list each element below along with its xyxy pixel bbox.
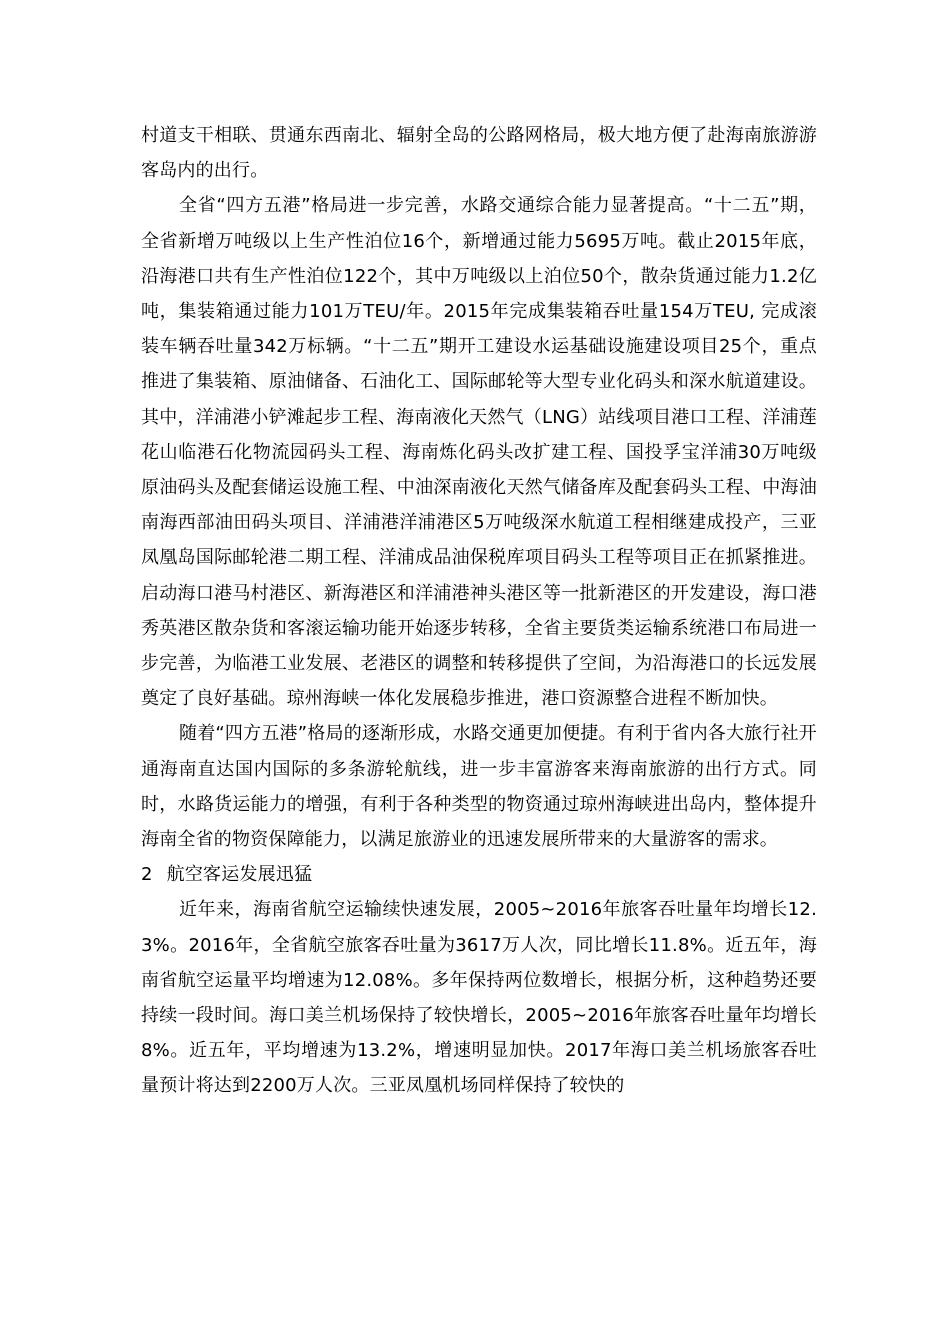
document-page	[141, 118, 817, 1104]
paragraph-ports: 全省“四方五港”格局进一步完善，水路交通综合能力显著提高。“十二五”期，全省新增万吨级以上生产性泊位16个，新增通过能力5695万吨。截止2015年底，沿海港口共有生产性泊位122个，其中万吨级以上泊位50个，散杂货通过能力1.2亿吨，集装箱通过能力101万TEU/年。2015年完成集装箱吞吐量154万TEU, 完成滚装车辆吞吐量342万标辆。“十二五”期开工建设水运基础设施建设项目25个，重点推进了集装箱、原油储备、石油化工、国际邮轮等大型专业化码头和深水航道建设。其中，洋浦港小铲滩起步工程、海南液化天然气（LNG）站线项目港口工程、洋浦莲花山临港石化物流园码头工程、海南炼化码头改扩建工程、国投孚宝洋浦30万吨级原油码头及配套储运设施工程、中油深南液化天然气储备库及配套码头工程、中海油南海西部油田码头项目、洋浦港洋浦港区5万吨级深水航道工程相继建成投产，三亚凤凰岛国际邮轮港二期工程、洋浦成品油保税库项目码头工程等项目正在抓紧推进。启动海口港马村港区、新海港区和洋浦港神头港区等一批新港区的开发建设，海口港秀英港区散杂货和客滚运输功能开始逐步转移，全省主要货类运输系统港口布局进一步完善，为临港工业发展、老港区的调整和转移提供了空间，为沿海港口的长远发展奠定了良好基础。琼州海峡一体化发展稳步推进，港口资源整合进程不断加快。	[141, 195, 817, 710]
section-number: 2	[141, 864, 153, 886]
section-heading	[141, 857, 817, 892]
section-title: 航空客运发展迅猛	[166, 864, 313, 886]
paragraph-water-transport: 随着“四方五港”格局的逐渐形成，水路交通更加便捷。有利于省内各大旅行社开通海南直达国内国际的多条游轮航线，进一步丰富游客来海南旅游的出行方式。同时，水路货运能力的增强，有利于各种类型的物资通过琼州海峡进出岛内，整体提升海南全省的物资保障能力，以满足旅游业的迅速发展所带来的大量游客的需求。	[141, 723, 817, 851]
paragraph-aviation: 近年来，海南省航空运输续快速发展，2005~2016年旅客吞吐量年均增长12.3%。2016年，全省航空旅客吞吐量为3617万人次，同比增长11.8%。近五年，海南省航空运量平均增速为12.08%。多年保持两位数增长，根据分析，这种趋势还要持续一段时间。海口美兰机场保持了较快增长，2005~2016年旅客吞吐量年均增长8%。近五年，平均增速为13.2%，增速明显加快。2017年海口美兰机场旅客吞吐量预计将达到2200万人次。三亚凤凰机场同样保持了较快的	[141, 899, 817, 1097]
paragraph-highway-continuation: 村道支干相联、贯通东西南北、辐射全岛的公路网格局，极大地方便了赴海南旅游游客岛内的出行。	[141, 125, 817, 182]
